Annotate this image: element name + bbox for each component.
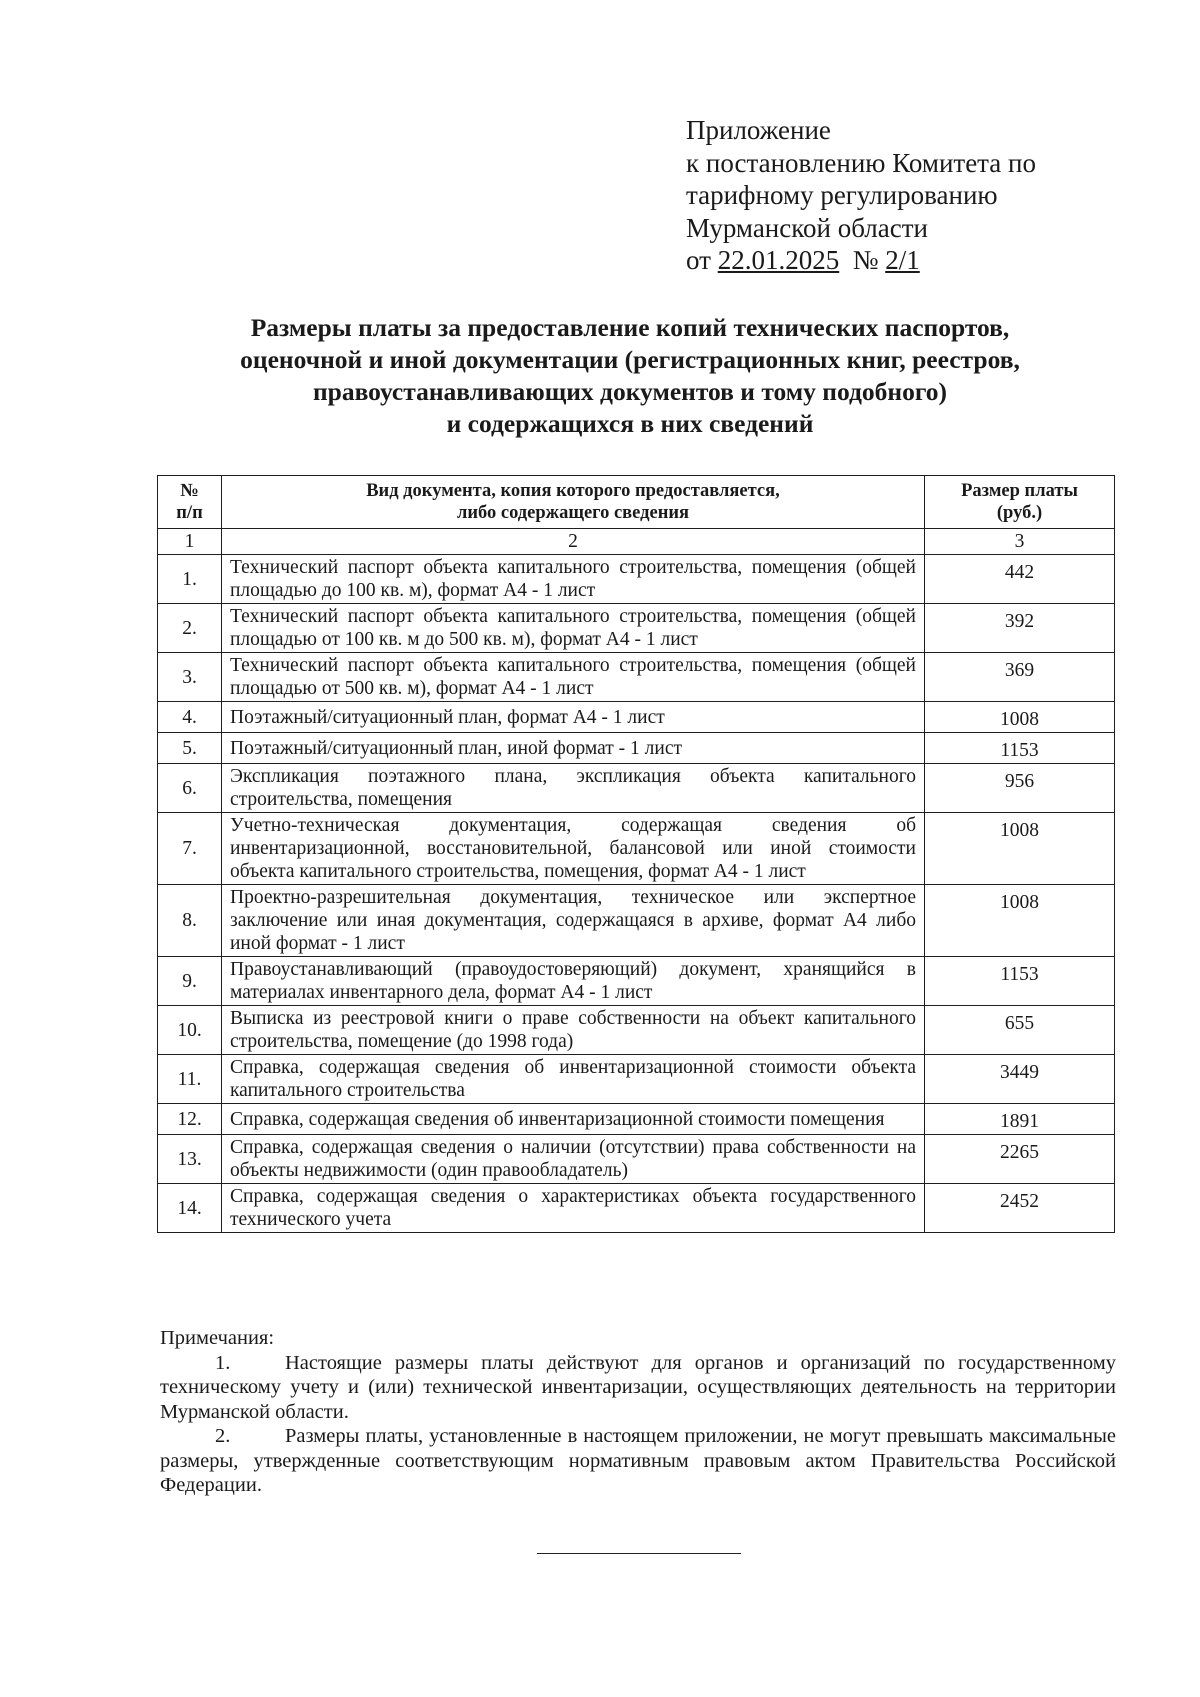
header-num-line: п/п bbox=[176, 503, 203, 523]
appendix-header bbox=[686, 114, 1036, 277]
table-row bbox=[158, 604, 1115, 653]
header-doc-line: либо содержащего сведения bbox=[456, 503, 690, 523]
document-type-cell: Проектно-разрешительная документация, техническое или экспертное заключение или иная документация, содержащаяся в архиве, формат А4 либо иной формат - 1 лист bbox=[222, 885, 925, 957]
table-row bbox=[158, 1104, 1115, 1135]
document-title bbox=[150, 312, 1110, 440]
appendix-line: Мурманской области bbox=[686, 212, 928, 243]
document-type-cell: Технический паспорт объекта капитального строительства, помещения (общей площадью до 100 кв. м), формат А4 - 1 лист bbox=[222, 555, 925, 604]
header-price bbox=[925, 476, 1115, 529]
appendix-line: тарифному регулированию bbox=[686, 180, 998, 210]
row-number-cell: 10. bbox=[158, 1006, 222, 1055]
table-row bbox=[158, 733, 1115, 764]
document-type-cell: Технический паспорт объекта капитального строительства, помещения (общей площадью от 100 кв. м до 500 кв. м), формат А4 - 1 лист bbox=[222, 604, 925, 653]
fees-table bbox=[157, 475, 1115, 1233]
header-num bbox=[158, 476, 222, 529]
note-text: Настоящие размеры платы действуют для органов и организаций по государственному техническому учету и (или) технической инвентаризации, осуществляющих деятельность на территории Мурманской области. bbox=[160, 1351, 1116, 1423]
column-index: 2 bbox=[222, 529, 925, 555]
price-cell: 369 bbox=[925, 653, 1115, 702]
note-item bbox=[160, 1351, 1116, 1425]
price-cell: 1008 bbox=[925, 702, 1115, 733]
appendix-date: 22.01.2025 bbox=[717, 245, 840, 275]
price-cell: 442 bbox=[925, 555, 1115, 604]
price-cell: 1008 bbox=[925, 885, 1115, 957]
table-row bbox=[158, 813, 1115, 885]
price-cell: 655 bbox=[925, 1006, 1115, 1055]
bottom-rule bbox=[537, 1553, 741, 1554]
document-type-cell: Поэтажный/ситуационный план, иной формат - 1 лист bbox=[222, 733, 925, 764]
document-type-cell: Справка, содержащая сведения о характеристиках объекта государственного технического учета bbox=[222, 1184, 925, 1233]
table-row bbox=[158, 702, 1115, 733]
header-price-line: Размер платы bbox=[961, 481, 1078, 501]
document-type-cell: Учетно-техническая документация, содержащая сведения об инвентаризационной, восстановительной, балансовой или иной стоимости объекта капитального строительства, помещения, формат А4 - 1 лист bbox=[222, 813, 925, 885]
notes-heading: Примечания: bbox=[160, 1327, 275, 1349]
row-number-cell: 8. bbox=[158, 885, 222, 957]
row-number-cell: 2. bbox=[158, 604, 222, 653]
price-cell: 1891 bbox=[925, 1104, 1115, 1135]
row-number-cell: 13. bbox=[158, 1135, 222, 1184]
column-index-row bbox=[158, 529, 1115, 555]
row-number-cell: 14. bbox=[158, 1184, 222, 1233]
price-cell: 1153 bbox=[925, 957, 1115, 1006]
table-row bbox=[158, 1055, 1115, 1104]
row-number-cell: 1. bbox=[158, 555, 222, 604]
header-num-line: № bbox=[180, 481, 199, 501]
header-doc-line: Вид документа, копия которого предоставляется, bbox=[366, 481, 780, 501]
appendix-prefix: от bbox=[686, 245, 711, 275]
price-cell: 1008 bbox=[925, 813, 1115, 885]
note-text: Размеры платы, установленные в настоящем приложении, не могут превышать максимальные размеры, утвержденные соответствующим нормативным правовым актом Правительства Российской Федерации. bbox=[160, 1425, 1116, 1496]
table-row bbox=[158, 653, 1115, 702]
title-line: правоустанавливающих документов и тому подобного) bbox=[312, 377, 948, 406]
title-line: и содержащихся в них сведений bbox=[446, 409, 814, 438]
document-type-cell: Технический паспорт объекта капитального строительства, помещения (общей площадью от 500 кв. м), формат А4 - 1 лист bbox=[222, 653, 925, 702]
row-number-cell: 4. bbox=[158, 702, 222, 733]
row-number-cell: 5. bbox=[158, 733, 222, 764]
price-cell: 2452 bbox=[925, 1184, 1115, 1233]
note-item bbox=[160, 1424, 1116, 1498]
title-line: оценочной и иной документации (регистрационных книг, реестров, bbox=[240, 345, 1020, 374]
note-number: 2. bbox=[215, 1425, 231, 1447]
price-cell: 3449 bbox=[925, 1055, 1115, 1104]
row-number-cell: 6. bbox=[158, 764, 222, 813]
header-doc bbox=[222, 476, 925, 529]
number-sign: № bbox=[852, 245, 879, 275]
document-type-cell: Выписка из реестровой книги о праве собственности на объект капитального строительства, помещение (до 1998 года) bbox=[222, 1006, 925, 1055]
fees-table-body bbox=[158, 555, 1115, 1233]
column-index: 1 bbox=[158, 529, 222, 555]
appendix-date-line bbox=[686, 244, 1036, 277]
table-row bbox=[158, 1135, 1115, 1184]
table-row bbox=[158, 1184, 1115, 1233]
table-row bbox=[158, 885, 1115, 957]
document-type-cell: Справка, содержащая сведения об инвентаризационной стоимости помещения bbox=[222, 1104, 925, 1135]
row-number-cell: 11. bbox=[158, 1055, 222, 1104]
row-number-cell: 9. bbox=[158, 957, 222, 1006]
column-index: 3 bbox=[925, 529, 1115, 555]
document-type-cell: Экспликация поэтажного плана, экспликация объекта капитального строительства, помещения bbox=[222, 764, 925, 813]
appendix-line: Приложение bbox=[686, 115, 831, 145]
table-header-row bbox=[158, 476, 1115, 529]
document-type-cell: Правоустанавливающий (правоудостоверяющий) документ, хранящийся в материалах инвентарного дела, формат А4 - 1 лист bbox=[222, 957, 925, 1006]
row-number-cell: 3. bbox=[158, 653, 222, 702]
notes-section bbox=[160, 1326, 1116, 1498]
price-cell: 1153 bbox=[925, 733, 1115, 764]
price-cell: 2265 bbox=[925, 1135, 1115, 1184]
table-row bbox=[158, 555, 1115, 604]
row-number-cell: 12. bbox=[158, 1104, 222, 1135]
document-type-cell: Справка, содержащая сведения о наличии (отсутствии) права собственности на объекты недвижимости (один правообладатель) bbox=[222, 1135, 925, 1184]
document-type-cell: Поэтажный/ситуационный план, формат А4 - 1 лист bbox=[222, 702, 925, 733]
appendix-line: к постановлению Комитета по bbox=[686, 147, 1036, 178]
price-cell: 956 bbox=[925, 764, 1115, 813]
table-row bbox=[158, 764, 1115, 813]
title-line: Размеры платы за предоставление копий технических паспортов, bbox=[250, 313, 1010, 342]
row-number-cell: 7. bbox=[158, 813, 222, 885]
document-type-cell: Справка, содержащая сведения об инвентаризационной стоимости объекта капитального строительства bbox=[222, 1055, 925, 1104]
appendix-number: 2/1 bbox=[885, 245, 920, 275]
price-cell: 392 bbox=[925, 604, 1115, 653]
table-row bbox=[158, 1006, 1115, 1055]
header-price-line: (руб.) bbox=[996, 503, 1043, 523]
note-number: 1. bbox=[215, 1351, 231, 1374]
table-row bbox=[158, 957, 1115, 1006]
